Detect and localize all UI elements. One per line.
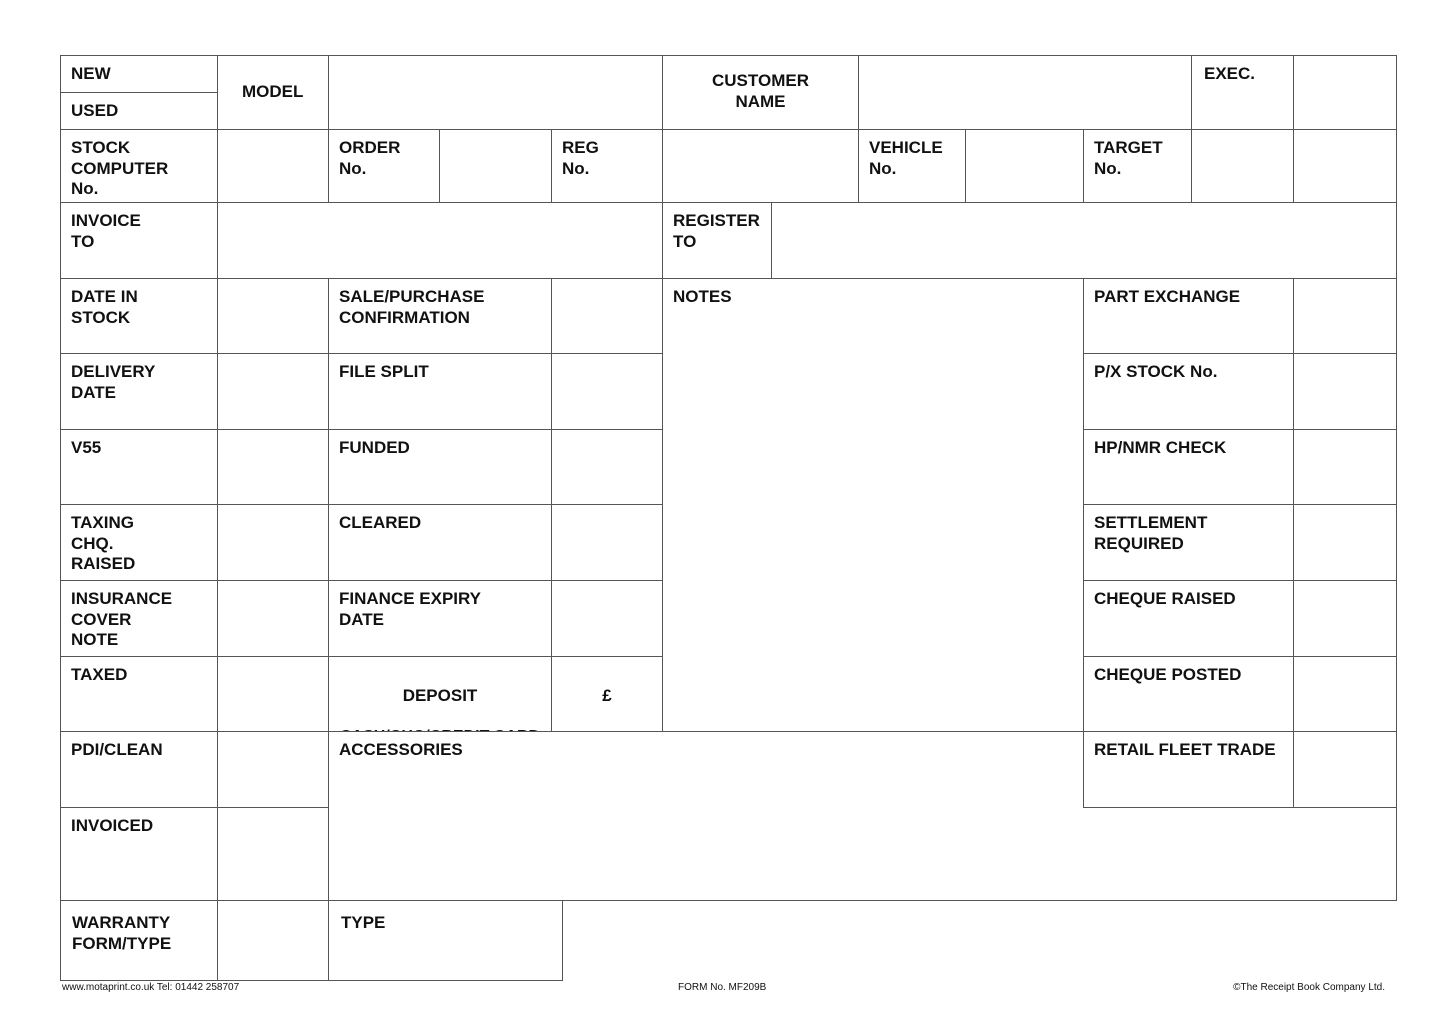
register-to-label: REGISTER TO <box>662 202 772 279</box>
exec-label: EXEC. <box>1191 55 1294 130</box>
date-in-stock-field[interactable] <box>217 278 329 354</box>
target-no-label: TARGET No. <box>1083 129 1192 203</box>
date-in-stock-label: DATE IN STOCK <box>60 278 218 354</box>
accessories-area[interactable]: ACCESSORIES <box>328 731 1397 901</box>
settlement-required-field[interactable] <box>1293 504 1397 581</box>
vehicle-no-label: VEHICLE No. <box>858 129 966 203</box>
vehicle-no-field[interactable] <box>965 129 1084 203</box>
new-label: NEW <box>60 55 218 93</box>
cheque-raised-label: CHEQUE RAISED <box>1083 580 1294 657</box>
funded-label: FUNDED <box>328 429 552 505</box>
register-to-field[interactable] <box>771 202 1397 279</box>
file-split-label: FILE SPLIT <box>328 353 552 430</box>
warranty-form-type-field[interactable] <box>217 900 329 981</box>
invoiced-label: INVOICED <box>60 807 218 901</box>
retail-fleet-trade-field[interactable] <box>1293 731 1397 808</box>
customer-name-field[interactable] <box>858 55 1192 130</box>
finance-expiry-date-label: FINANCE EXPIRY DATE <box>328 580 552 657</box>
customer-name-label: CUSTOMER NAME <box>662 55 859 130</box>
finance-expiry-date-field[interactable] <box>551 580 663 657</box>
insurance-cover-note-field[interactable] <box>217 580 329 657</box>
sale-purchase-confirmation-label: SALE/PURCHASE CONFIRMATION <box>328 278 552 354</box>
part-exchange-field[interactable] <box>1293 278 1397 354</box>
notes-area[interactable]: NOTES <box>662 278 1084 732</box>
exec-field[interactable] <box>1293 55 1397 130</box>
model-field[interactable] <box>328 55 663 130</box>
retail-fleet-trade-label: RETAIL FLEET TRADE <box>1083 731 1294 808</box>
cleared-label: CLEARED <box>328 504 552 581</box>
hp-nmr-check-label: HP/NMR CHECK <box>1083 429 1294 505</box>
taxed-label: TAXED <box>60 656 218 732</box>
reg-no-label: REG No. <box>551 129 663 203</box>
taxing-chq-raised-field[interactable] <box>217 504 329 581</box>
taxing-chq-raised-label: TAXING CHQ. RAISED <box>60 504 218 581</box>
stock-computer-no-field[interactable] <box>217 129 329 203</box>
form-number-text: FORM No. MF209B <box>678 982 767 993</box>
v55-field[interactable] <box>217 429 329 505</box>
order-no-field[interactable] <box>439 129 552 203</box>
invoice-to-field[interactable] <box>217 202 663 279</box>
cheque-posted-label: CHEQUE POSTED <box>1083 656 1294 732</box>
taxed-field[interactable] <box>217 656 329 732</box>
type-field[interactable]: TYPE <box>328 900 563 981</box>
reg-no-field[interactable] <box>662 129 859 203</box>
cleared-field[interactable] <box>551 504 663 581</box>
part-exchange-label: PART EXCHANGE <box>1083 278 1294 354</box>
deposit-title: DEPOSIT <box>402 685 478 705</box>
copyright-text: ©The Receipt Book Company Ltd. <box>1233 982 1385 993</box>
insurance-cover-note-label: INSURANCE COVER NOTE <box>60 580 218 657</box>
funded-field[interactable] <box>551 429 663 505</box>
pdi-clean-label: PDI/CLEAN <box>60 731 218 808</box>
website-phone-text: www.motaprint.co.uk Tel: 01442 258707 <box>62 982 240 993</box>
v55-label: V55 <box>60 429 218 505</box>
px-stock-no-field[interactable] <box>1293 353 1397 430</box>
invoice-to-label: INVOICE TO <box>60 202 218 279</box>
deposit-label <box>328 656 552 732</box>
invoiced-field[interactable] <box>217 807 329 901</box>
cheque-raised-field[interactable] <box>1293 580 1397 657</box>
sale-purchase-confirmation-field[interactable] <box>551 278 663 354</box>
target-no-extra-field[interactable] <box>1293 129 1397 203</box>
hp-nmr-check-field[interactable] <box>1293 429 1397 505</box>
target-no-field[interactable] <box>1191 129 1294 203</box>
pound-sign: £ <box>602 685 612 705</box>
order-no-label: ORDER No. <box>328 129 440 203</box>
px-stock-no-label: P/X STOCK No. <box>1083 353 1294 430</box>
stock-computer-no-label: STOCK COMPUTER No. <box>60 129 218 203</box>
warranty-form-type-label: WARRANTY FORM/TYPE <box>60 900 218 981</box>
delivery-date-field[interactable] <box>217 353 329 430</box>
pdi-clean-field[interactable] <box>217 731 329 808</box>
settlement-required-label: SETTLEMENT REQUIRED <box>1083 504 1294 581</box>
deposit-amount-field[interactable] <box>551 656 663 732</box>
model-label: MODEL <box>217 55 329 130</box>
file-split-field[interactable] <box>551 353 663 430</box>
cheque-posted-field[interactable] <box>1293 656 1397 732</box>
used-label: USED <box>60 92 218 130</box>
delivery-date-label: DELIVERY DATE <box>60 353 218 430</box>
